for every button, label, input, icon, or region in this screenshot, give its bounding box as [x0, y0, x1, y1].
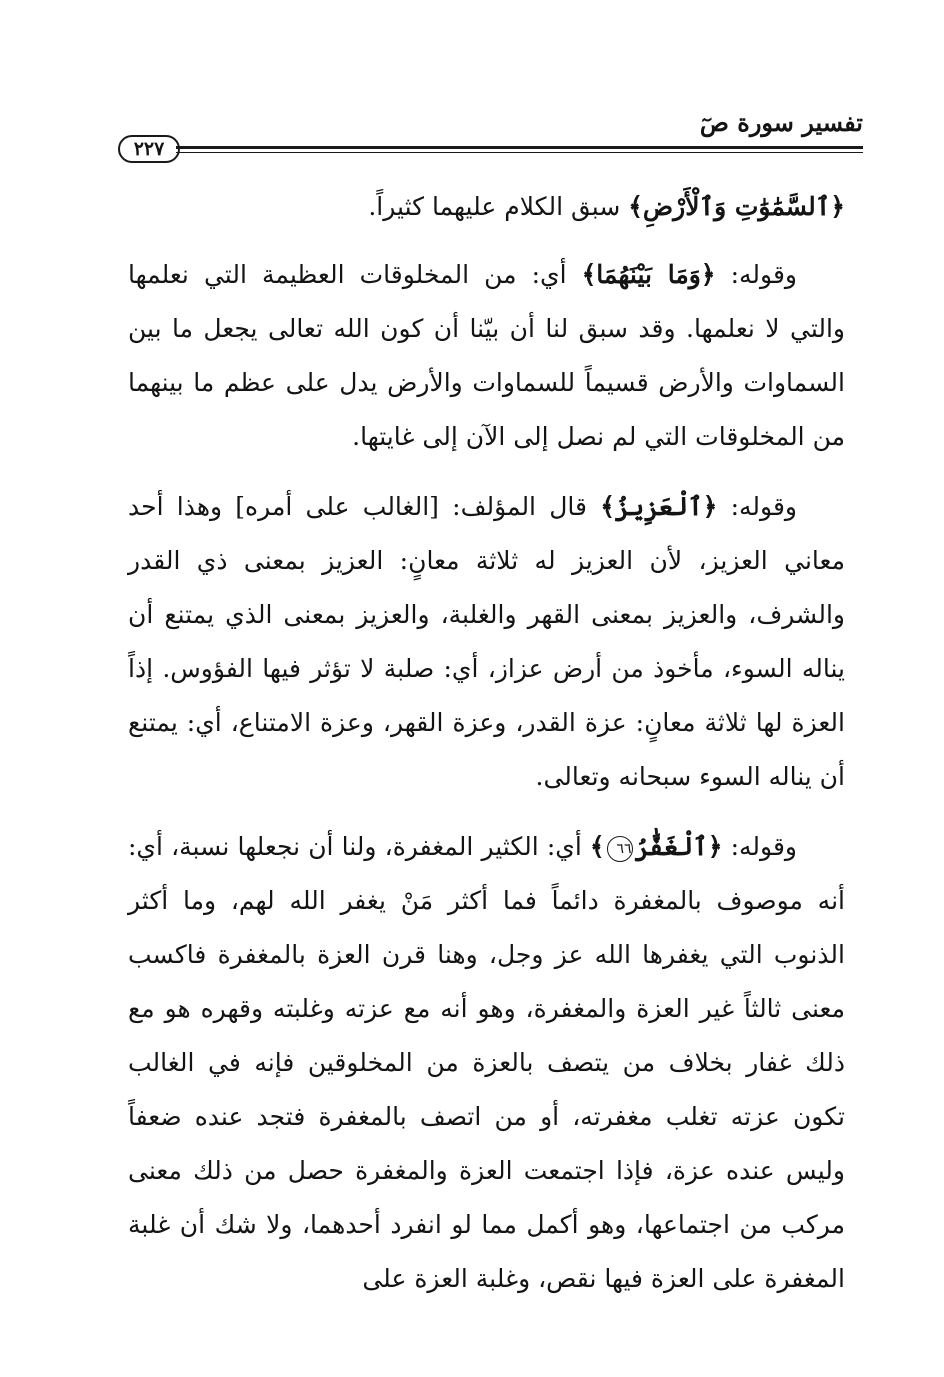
quran-quote: ﴿ٱلسَّمَٰوَٰتِ وَٱلْأَرْضِ﴾ [628, 192, 845, 221]
paragraph-text: أي: من المخلوقات العظيمة التي نعلمها والتي لا نعلمها. وقد سبق لنا أن بيّنا أن كون الله تعالى يجعل ما بين السماوات والأرض قسيماً للسماوات والأرض يدل على عظم ما بينهما من المخلوقات التي لم نصل إلى الآن إلى غايتها. [128, 260, 845, 451]
paragraph-lead: وقوله: [722, 832, 797, 861]
paragraph-3 [128, 480, 845, 804]
paragraph-text: أي: الكثير المغفرة، ولنا أن نجعلها نسبة، أي: أنه موصوف بالمغفرة دائماً فما أكثر مَنْ يغفر الله لهم، وما أكثر الذنوب التي يغفرها الله عز وجل، وهنا قرن العزة بالمغفرة فاكسب معنى ثالثاً غير العزة والمغفرة، وهو أنه مع عزته وغلبته وقهره هو مع ذلك غفار بخلاف من يتصف بالعزة من المخلوقين فإنه في الغالب تكون عزته تغلب مغفرته، أو من اتصف بالمغفرة فتجد عنده ضعفاً وليس عنده عزة، فإذا اجتمعت العزة والمغفرة حصل من ذلك معنى مركب من اجتماعها، وهو أكمل مما لو انفرد أحدهما، ولا شك أن غلبة المغفرة على العزة فيها نقص، وغلبة العزة على [128, 832, 845, 1293]
page-header [118, 108, 863, 168]
body-text [128, 180, 845, 1322]
paragraph-2 [128, 248, 845, 464]
header-rule-thin [176, 152, 863, 153]
quran-quote-end: ﴾ [589, 832, 605, 861]
ayah-number-icon: ٦٦ [607, 836, 633, 862]
paragraph-lead: وقوله: [715, 260, 797, 289]
paragraph-text: قال المؤلف: [الغالب على أمره] وهذا أحد معاني العزيز، لأن العزيز له ثلاثة معانٍ: العزيز بمعنى ذي القدر والشرف، والعزيز بمعنى القهر والغلبة، والعزيز بمعنى الذي يمتنع أن يناله السوء، مأخوذ من أرض عزاز، أي: صلبة لا تؤثر فيها الفؤوس. إذاً العزة لها ثلاثة معانٍ: عزة القدر، وعزة القهر، وعزة الامتناع، أي: يمتنع أن يناله السوء سبحانه وتعالى. [128, 492, 845, 791]
quran-quote: ﴿ٱلْعَزِيزُ﴾ [600, 492, 718, 521]
running-title: تفسير سورة صٓ [699, 108, 863, 137]
paragraph-4 [128, 820, 845, 1306]
paragraph-1 [128, 180, 845, 234]
quran-quote: ﴿ٱلْغَفَّٰرُ [634, 832, 723, 861]
header-rule-thick [176, 146, 863, 149]
page-number: ٢٢٧ [118, 135, 180, 163]
paragraph-text: سبق الكلام عليهما كثيراً. [368, 192, 629, 221]
quran-quote: ﴿وَمَا بَيْنَهُمَا﴾ [581, 260, 716, 289]
paragraph-lead: وقوله: [717, 492, 797, 521]
